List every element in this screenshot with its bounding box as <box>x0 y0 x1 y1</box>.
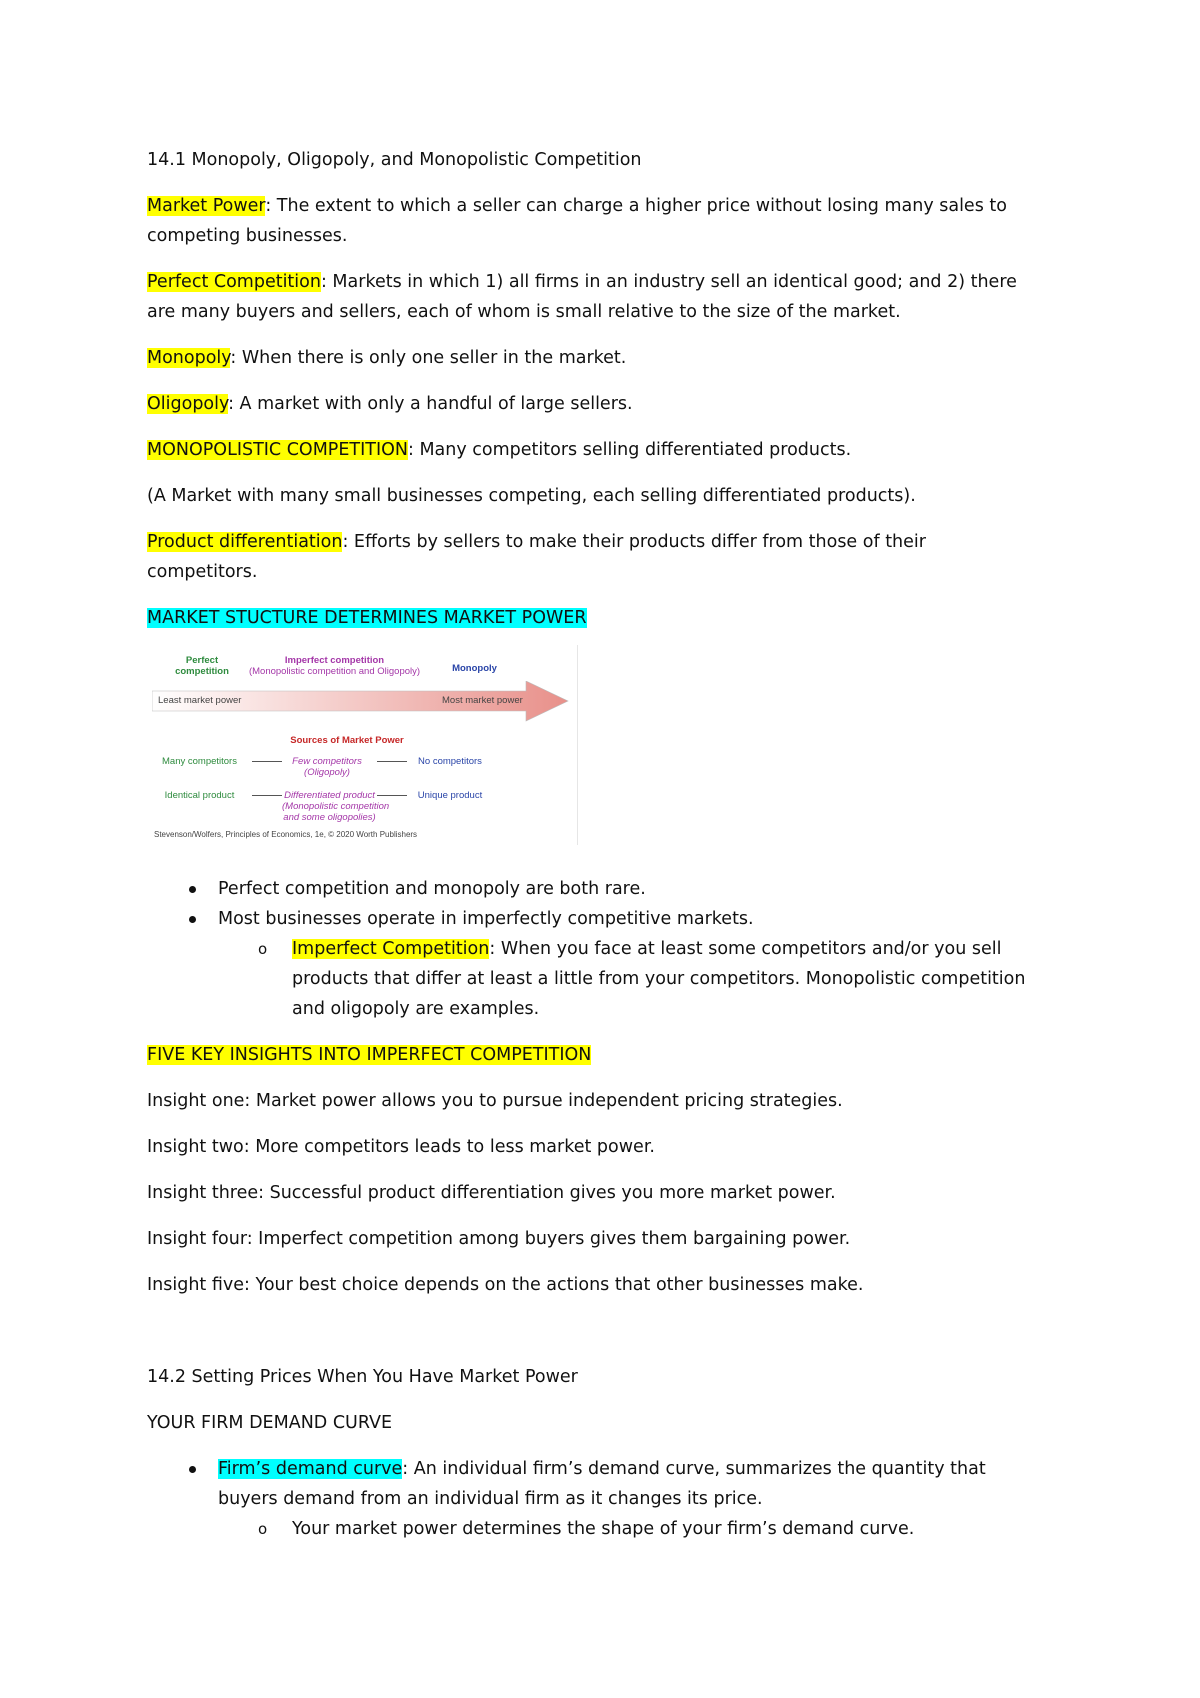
definition-perfect-competition: Perfect Competition: Markets in which 1) all firms in an industry sell an identical good; and 2) there <box>147 272 1017 292</box>
bullet-imperfect-markets: Most businesses operate in imperfectly competitive markets. <box>218 909 754 929</box>
section-heading-14-2: 14.2 Setting Prices When You Have Market Power <box>147 1367 578 1387</box>
insight-five: Insight five: Your best choice depends on the actions that other businesses make. <box>147 1275 864 1295</box>
definition-oligopoly: Oligopoly: A market with only a handful of large sellers. <box>147 394 633 414</box>
sub-bullet-market-power-shape: Your market power determines the shape of your firm’s demand curve. <box>292 1519 915 1539</box>
term-monopoly: Monopoly <box>147 348 231 368</box>
bullet-firm-demand-curve-cont: buyers demand from an individual firm as it changes its price. <box>218 1489 763 1509</box>
figure-credit: Stevenson/Wolfers, Principles of Economics, 1e, © 2020 Worth Publishers <box>154 830 418 839</box>
term-firm-demand-curve: Firm’s demand curve <box>218 1459 403 1479</box>
definition-product-differentiation-cont: competitors. <box>147 562 258 582</box>
figure-identical-product: Identical product <box>164 790 235 801</box>
figure-most-market-power: Most market power <box>442 695 523 706</box>
market-structure-figure <box>152 645 577 845</box>
demand-curve-heading: YOUR FIRM DEMAND CURVE <box>147 1413 393 1433</box>
sub-bullet-marker-2: o <box>258 1520 268 1538</box>
figure-least-market-power: Least market power <box>158 695 242 706</box>
section-heading-14-1: 14.1 Monopoly, Oligopoly, and Monopolistic Competition <box>147 150 642 170</box>
insight-one: Insight one: Market power allows you to pursue independent pricing strategies. <box>147 1091 843 1111</box>
sub-bullet-imperfect-competition: Imperfect Competition: When you face at least some competitors and/or you sell <box>292 939 1002 959</box>
term-oligopoly: Oligopoly <box>147 394 229 414</box>
figure-arrow-4 <box>377 795 407 796</box>
figure-border <box>577 645 578 845</box>
term-market-power: Market Power <box>147 196 266 216</box>
definition-monopoly: Monopoly: When there is only one seller in the market. <box>147 348 627 368</box>
figure-arrow-1 <box>252 761 282 762</box>
figure-perfect-competition-label: Perfect competition <box>175 655 229 677</box>
monopolistic-competition-note: (A Market with many small businesses competing, each selling differentiated products). <box>147 486 916 506</box>
insight-two: Insight two: More competitors leads to less market power. <box>147 1137 655 1157</box>
definition-monopolistic-competition: MONOPOLISTIC COMPETITION: Many competitors selling differentiated products. <box>147 440 852 460</box>
term-product-differentiation: Product differentiation <box>147 532 343 552</box>
bullet-perfect-rare: Perfect competition and monopoly are both rare. <box>218 879 646 899</box>
figure-many-competitors: Many competitors <box>162 756 237 767</box>
sub-bullet-imperfect-competition-cont: products that differ at least a little from your competitors. Monopolistic competition <box>292 969 1026 989</box>
figure-imperfect-competition-label: Imperfect competition (Monopolistic competition and Oligopoly) <box>248 655 421 677</box>
insights-heading: FIVE KEY INSIGHTS INTO IMPERFECT COMPETITION <box>147 1045 592 1065</box>
insight-three: Insight three: Successful product differentiation gives you more market power. <box>147 1183 836 1203</box>
sub-bullet-marker-1: o <box>258 940 268 958</box>
term-monopolistic-competition: MONOPOLISTIC COMPETITION <box>147 440 408 460</box>
bullet-dot-3 <box>189 1466 196 1473</box>
bullet-firm-demand-curve: Firm’s demand curve: An individual firm’s demand curve, summarizes the quantity that <box>218 1459 986 1479</box>
insight-four: Insight four: Imperfect competition among buyers gives them bargaining power. <box>147 1229 851 1249</box>
market-structure-heading: MARKET STUCTURE DETERMINES MARKET POWER <box>147 608 587 628</box>
figure-no-competitors: No competitors <box>418 756 482 767</box>
figure-monopoly-label: Monopoly <box>452 663 497 674</box>
figure-arrow-3 <box>252 795 282 796</box>
definition-perfect-competition-cont: are many buyers and sellers, each of whom is small relative to the size of the market. <box>147 302 901 322</box>
definition-market-power-cont: competing businesses. <box>147 226 348 246</box>
figure-few-competitors: Few competitors (Oligopoly) <box>292 756 362 778</box>
bullet-dot-1 <box>189 886 196 893</box>
sub-bullet-imperfect-competition-cont-2: and oligopoly are examples. <box>292 999 540 1019</box>
term-perfect-competition: Perfect Competition <box>147 272 321 292</box>
figure-arrow-2 <box>377 761 407 762</box>
bullet-dot-2 <box>189 916 196 923</box>
definition-product-differentiation: Product differentiation: Efforts by sellers to make their products differ from those of their <box>147 532 926 552</box>
definition-market-power: Market Power: The extent to which a seller can charge a higher price without losing many sales to <box>147 196 1007 216</box>
figure-unique-product: Unique product <box>417 790 483 801</box>
figure-sources-heading: Sources of Market Power <box>290 735 404 746</box>
term-imperfect-competition: Imperfect Competition <box>292 939 490 959</box>
figure-differentiated-product: Differentiated product (Monopolistic competition and some oligopolies) <box>282 790 390 823</box>
